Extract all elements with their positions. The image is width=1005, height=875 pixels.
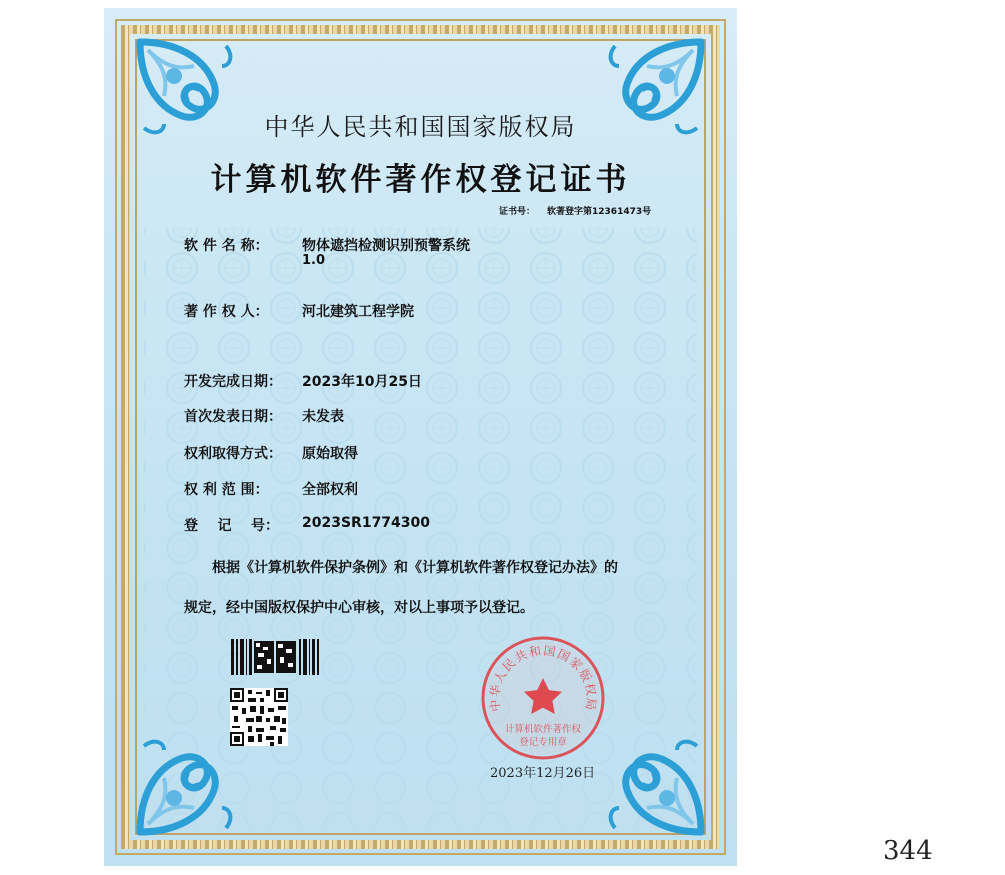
page-number: 344 bbox=[883, 836, 933, 866]
field-value: 2023SR1774300 bbox=[302, 515, 431, 531]
legal-basis-line-1: 根据《计算机软件保护条例》和《计算机软件著作权登记办法》的 bbox=[212, 560, 618, 576]
issuing-authority: 中华人民共和国国家版权局 bbox=[264, 113, 577, 141]
qr-code-icon bbox=[230, 688, 288, 746]
seal-inner-text-2: 登记专用章 bbox=[519, 737, 567, 748]
seal-outer-text: 中华人民共和国国家版权局 bbox=[487, 643, 599, 713]
legal-basis-line-2: 规定，经中国版权保护中心审核，对以上事项予以登记。 bbox=[184, 600, 534, 616]
issue-date: 2023年12月26日 bbox=[490, 766, 596, 781]
certificate-number-value: 软著登字第12361473号 bbox=[547, 207, 652, 217]
official-seal-icon bbox=[479, 634, 607, 762]
field-completion-date bbox=[184, 371, 422, 391]
field-label: 开发完成日期： bbox=[184, 374, 282, 390]
field-label: 权利取得方式： bbox=[184, 446, 282, 462]
field-value: 物体遮挡检测识别预警系统 bbox=[302, 238, 470, 254]
field-label: 著 作 权 人： bbox=[184, 304, 269, 320]
field-value-version: 1.0 bbox=[302, 253, 326, 268]
seal-inner-text-1: 计算机软件著作权 bbox=[504, 724, 582, 735]
field-value: 全部权利 bbox=[302, 482, 358, 498]
field-first-publication-date bbox=[184, 406, 344, 426]
corner-ornament-icon bbox=[595, 726, 707, 838]
field-software-name bbox=[184, 235, 470, 268]
field-label: 软 件 名 称： bbox=[184, 238, 269, 254]
field-copyright-owner bbox=[184, 301, 414, 321]
field-label: 权 利 范 围： bbox=[184, 482, 269, 498]
certificate bbox=[104, 8, 737, 866]
certificate-title: 计算机软件著作权登记证书 bbox=[210, 162, 631, 198]
barcode-icon bbox=[231, 639, 321, 675]
field-label: 首次发表日期： bbox=[184, 409, 282, 425]
field-acquisition-method bbox=[184, 443, 358, 463]
field-value: 河北建筑工程学院 bbox=[302, 304, 414, 320]
field-registration-number bbox=[184, 515, 430, 535]
field-value: 未发表 bbox=[302, 409, 344, 425]
certificate-number-label: 证书号： bbox=[499, 207, 536, 217]
field-value: 2023年10月25日 bbox=[302, 374, 422, 390]
field-label: 登 记 号： bbox=[184, 518, 279, 534]
field-value: 原始取得 bbox=[302, 446, 358, 462]
certificate-number bbox=[499, 204, 651, 217]
field-rights-scope bbox=[184, 479, 358, 499]
